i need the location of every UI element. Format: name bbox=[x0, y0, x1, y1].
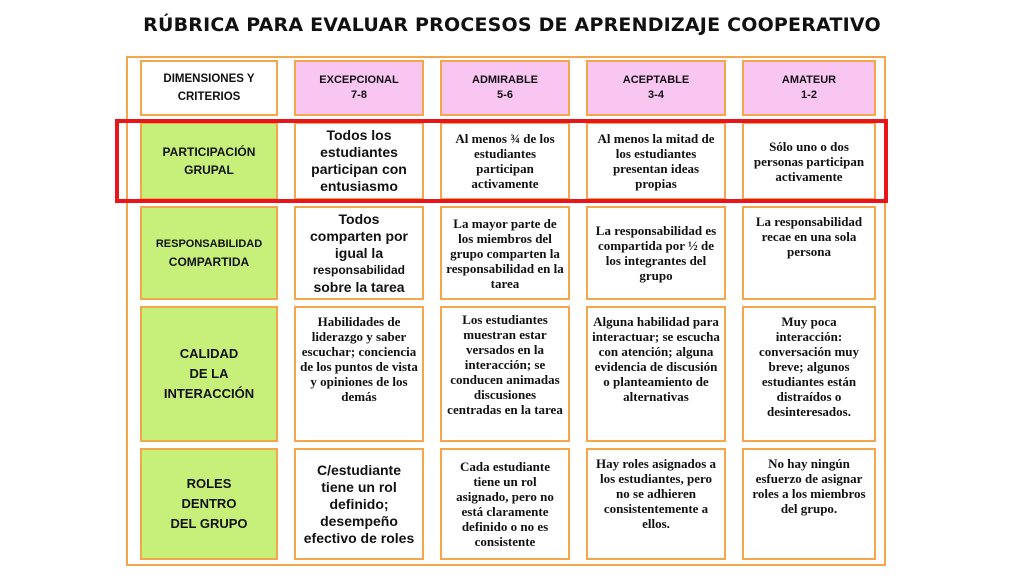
cell-roles-admirable: Cada estudiante tiene un rol asignado, pero no está claramente definido o no es consistente bbox=[440, 448, 570, 560]
level-header-excepcional bbox=[294, 60, 424, 116]
dimension-line: DENTRO bbox=[181, 496, 237, 511]
dimension-line: COMPARTIDA bbox=[168, 255, 250, 269]
dimension-line: INTERACCIÓN bbox=[163, 386, 255, 401]
cell-responsabilidad-excepcional bbox=[294, 206, 424, 300]
cell-calidad-admirable: Los estudiantes muestran estar versados en la interacción; se conducen animadas discusiones centradas en la tarea bbox=[440, 306, 570, 442]
level-name: ADMIRABLE bbox=[472, 74, 538, 86]
cell-line: comparten por bbox=[309, 227, 408, 244]
dimension-roles-grupo bbox=[140, 448, 278, 560]
cell-responsabilidad-amateur: La responsabilidad recae en una sola persona bbox=[742, 206, 876, 300]
level-range: 7-8 bbox=[351, 89, 367, 101]
level-range: 5-6 bbox=[497, 89, 513, 101]
level-name: EXCEPCIONAL bbox=[319, 74, 399, 86]
cell-line: sobre la tarea bbox=[313, 278, 405, 295]
corner-line-1: DIMENSIONES Y bbox=[163, 73, 255, 85]
level-range: 1-2 bbox=[801, 89, 817, 101]
cell-calidad-aceptable: Alguna habilidad para interactuar; se escucha con atención; alguna evidencia de discusión o planteamiento de alternativas bbox=[586, 306, 726, 442]
level-name: AMATEUR bbox=[781, 74, 837, 86]
cell-calidad-amateur: Muy poca interacción: conversación muy breve; algunos estudiantes están distraídos o desinteresados. bbox=[742, 306, 876, 442]
level-header-aceptable bbox=[586, 60, 726, 116]
dimension-line: CALIDAD bbox=[179, 346, 239, 361]
cell-line: igual la bbox=[334, 244, 384, 261]
cell-roles-aceptable: Hay roles asignados a los estudiantes, pero no se adhieren consistentemente a ellos. bbox=[586, 448, 726, 560]
dimension-calidad-interaccion bbox=[140, 306, 278, 442]
cell-line: responsabilidad bbox=[312, 262, 406, 277]
corner-line-2: CRITERIOS bbox=[177, 91, 241, 103]
cell-responsabilidad-aceptable: La responsabilidad es compartida por ½ de los integrantes del grupo bbox=[586, 206, 726, 300]
dimension-responsabilidad-compartida bbox=[140, 206, 278, 300]
level-header-amateur bbox=[742, 60, 876, 116]
dimension-line: DE LA bbox=[189, 366, 229, 381]
dimension-line: GRUPAL bbox=[184, 163, 234, 177]
cell-roles-amateur: No hay ningún esfuerzo de asignar roles a los miembros del grupo. bbox=[742, 448, 876, 560]
cell-calidad-excepcional: Habilidades de liderazgo y saber escuchar; conciencia de los puntos de vista y opiniones de los demás bbox=[294, 306, 424, 442]
level-range: 3-4 bbox=[648, 89, 664, 101]
dimension-line: DEL GRUPO bbox=[170, 516, 248, 531]
dimension-line: ROLES bbox=[186, 476, 232, 491]
highlight-frame bbox=[115, 119, 888, 203]
page-title: RÚBRICA PARA EVALUAR PROCESOS DE APRENDIZAJE COOPERATIVO bbox=[143, 14, 881, 36]
cell-participacion-admirable: Al menos ¾ de los estudiantes participan activamente bbox=[440, 122, 570, 200]
cell-line: Todos bbox=[338, 210, 380, 227]
cell-roles-excepcional: C/estudiante tiene un rol definido; desempeño efectivo de roles bbox=[294, 448, 424, 560]
cell-responsabilidad-admirable: La mayor parte de los miembros del grupo comparten la responsabilidad en la tarea bbox=[440, 206, 570, 300]
dimension-line: RESPONSABILIDAD bbox=[155, 238, 263, 250]
level-header-admirable bbox=[440, 60, 570, 116]
cell-participacion-excepcional: Todos los estudiantes participan con entusiasmo bbox=[294, 122, 424, 200]
dimension-line: PARTICIPACIÓN bbox=[162, 145, 256, 159]
cell-participacion-aceptable: Al menos la mitad de los estudiantes presentan ideas propias bbox=[586, 122, 726, 200]
cell-participacion-amateur: Sólo uno o dos personas participan activamente bbox=[742, 122, 876, 200]
corner-header bbox=[140, 60, 278, 116]
level-name: ACEPTABLE bbox=[622, 74, 690, 86]
